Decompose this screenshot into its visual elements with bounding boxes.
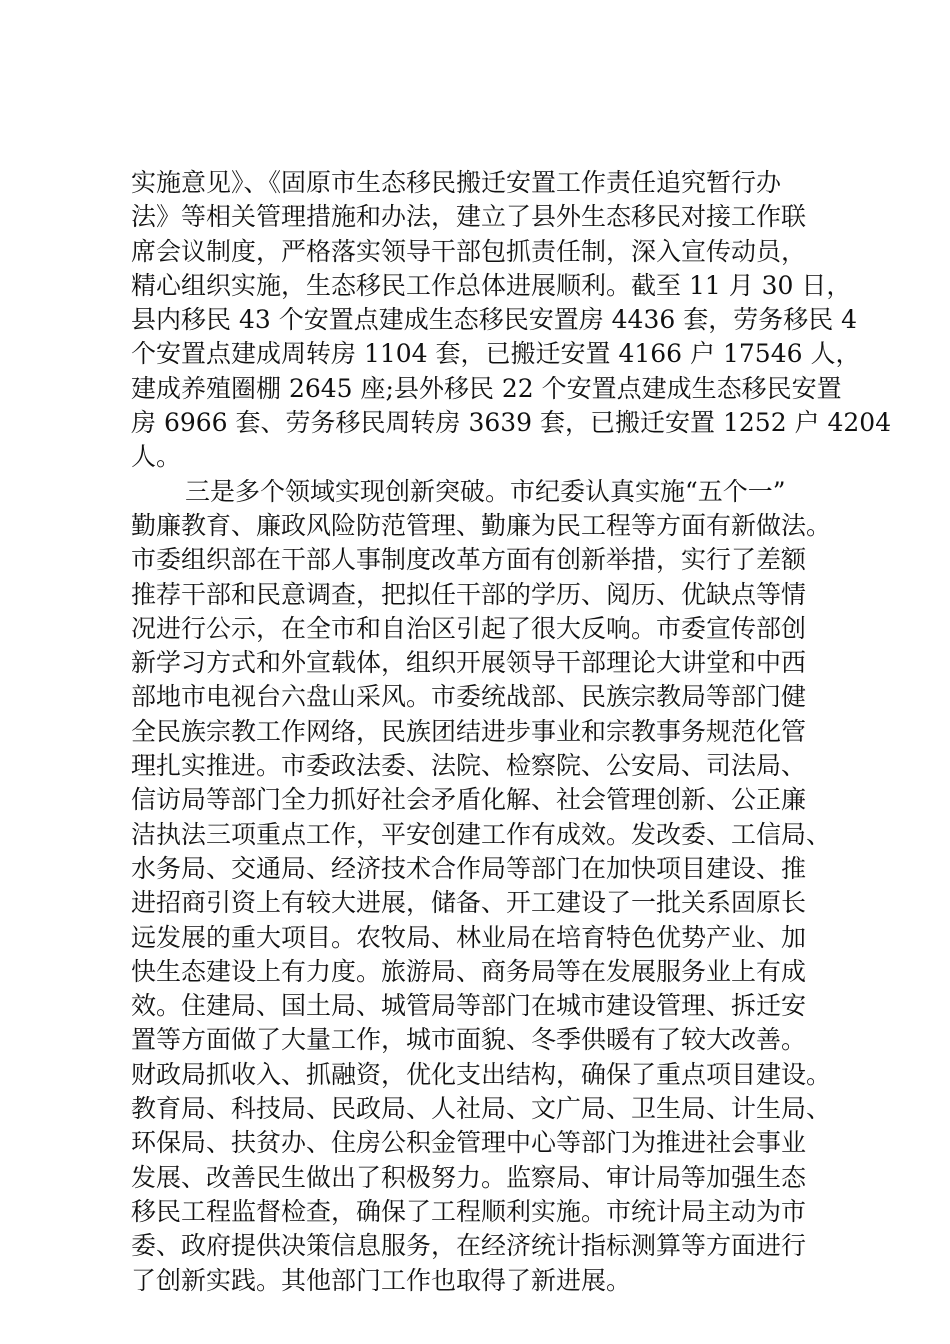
text-line: 理扎实推进。市委政法委、法院、检察院、公安局、司法局、 [131, 751, 807, 781]
paragraph-resettlement [131, 166, 892, 475]
text-line: 况进行公示，在全市和自治区引起了很大反响。市委宣传部创 [131, 613, 807, 643]
text-line: 精心组织实施，生态移民工作总体进展顺利。截至 11 月 30 日， [131, 270, 852, 300]
paragraph-innovation [131, 475, 831, 1298]
text-line: 洁执法三项重点工作，平安创建工作有成效。发改委、工信局、 [131, 819, 832, 849]
text-line: 市委组织部在干部人事制度改革方面有创新举措，实行了差额 [131, 545, 807, 575]
text-line: 进招商引资上有较大进展，储备、开工建设了一批关系固原长 [131, 888, 807, 918]
text-line: 推荐干部和民意调查，把拟任干部的学历、阅历、优缺点等情 [131, 579, 807, 609]
text-line: 新学习方式和外宣载体，组织开展领导干部理论大讲堂和中西 [131, 648, 807, 678]
text-line: 财政局抓收入、抓融资，优化支出结构，确保了重点项目建设。 [131, 1059, 832, 1089]
text-line: 水务局、交通局、经济技术合作局等部门在加快项目建设、推 [131, 853, 807, 883]
text-line: 环保局、扶贫办、住房公积金管理中心等部门为推进社会事业 [131, 1128, 807, 1158]
text-line: 席会议制度，严格落实领导干部包抓责任制，深入宣传动员， [131, 236, 807, 266]
text-line-indented: 三是多个领域实现创新突破。市纪委认真实施“五个一” [185, 476, 786, 506]
text-line: 房 6966 套、劳务移民周转房 3639 套，已搬迁安置 1252 户 4204 [131, 408, 892, 438]
text-line: 置等方面做了大量工作，城市面貌、冬季供暖有了较大改善。 [131, 1025, 807, 1055]
document-body [131, 166, 892, 1298]
text-line: 教育局、科技局、民政局、人社局、文广局、卫生局、计生局、 [131, 1094, 832, 1124]
text-line: 建成养殖圈棚 2645 座;县外移民 22 个安置点建成生态移民安置 [131, 373, 842, 403]
text-line: 移民工程监督检查，确保了工程顺利实施。市统计局主动为市 [131, 1196, 807, 1226]
text-line: 效。住建局、国土局、城管局等部门在城市建设管理、拆迁安 [131, 991, 807, 1021]
text-line: 县内移民 43 个安置点建成生态移民安置房 4436 套，劳务移民 4 [131, 305, 858, 335]
text-line: 个安置点建成周转房 1104 套，已搬迁安置 4166 户 17546 人， [131, 339, 861, 369]
text-line: 实施意见》、《固原市生态移民搬迁安置工作责任追究暂行办 [131, 168, 782, 197]
text-line: 部地市电视台六盘山采风。市委统战部、民族宗教局等部门健 [131, 682, 807, 712]
text-line: 远发展的重大项目。农牧局、林业局在培育特色优势产业、加 [131, 922, 807, 952]
text-line: 委、政府提供决策信息服务，在经济统计指标测算等方面进行 [131, 1231, 807, 1261]
text-line: 快生态建设上有力度。旅游局、商务局等在发展服务业上有成 [131, 956, 807, 986]
text-line: 人。 [131, 442, 182, 472]
text-line: 了创新实践。其他部门工作也取得了新进展。 [131, 1265, 632, 1295]
text-line: 信访局等部门全力抓好社会矛盾化解、社会管理创新、公正廉 [131, 785, 807, 815]
text-line: 勤廉教育、廉政风险防范管理、勤廉为民工程等方面有新做法。 [131, 510, 832, 540]
text-line: 发展、改善民生做出了积极努力。监察局、审计局等加强生态 [131, 1162, 807, 1192]
text-line: 法》等相关管理措施和办法，建立了县外生态移民对接工作联 [131, 202, 807, 232]
text-line: 全民族宗教工作网络，民族团结进步事业和宗教事务规范化管 [131, 716, 807, 746]
